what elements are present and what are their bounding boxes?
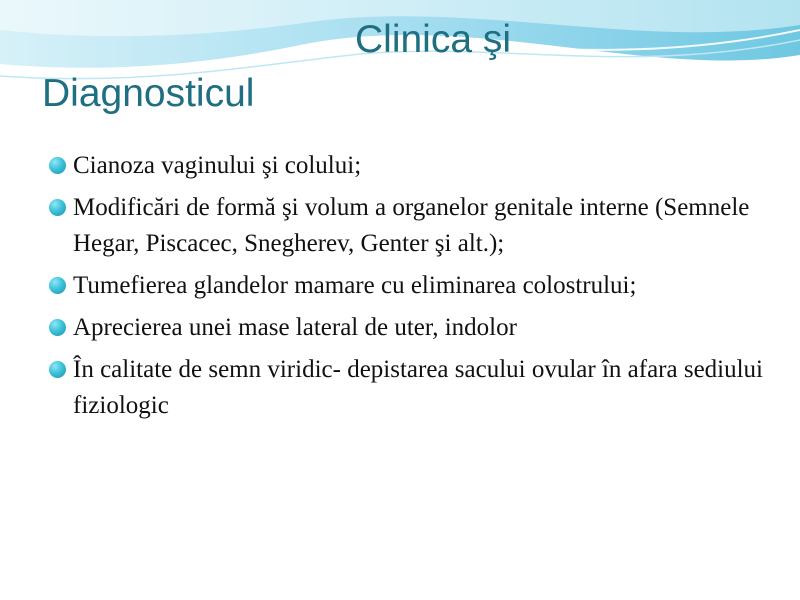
bullet-dot-icon: [49, 361, 66, 378]
bullet-dot-icon: [49, 199, 66, 216]
bullet-dot-icon: [49, 157, 66, 174]
bullet-text: Aprecierea unei mase lateral de uter, indolor: [73, 314, 517, 341]
bullet-list: [44, 148, 764, 430]
slide-title-line-1: Clinica şi: [355, 18, 512, 61]
bullet-item: [44, 148, 764, 184]
bullet-text: Tumefierea glandelor mamare cu eliminarea colostrului;: [73, 272, 637, 299]
bullet-text: În calitate de semn viridic- depistarea sacului ovular în afara sediului fiziologic: [73, 356, 764, 419]
bullet-item: [44, 190, 764, 262]
bullet-dot-icon: [49, 277, 66, 294]
bullet-dot-icon: [49, 319, 66, 336]
bullet-item: [44, 352, 764, 424]
bullet-text: Modificări de formă şi volum a organelor genitale interne (Semnele Hegar, Piscacec, Snegherev, Genter şi alt.);: [73, 194, 750, 257]
bullet-item: [44, 310, 764, 346]
slide-title-line-2: Diagnosticul: [42, 72, 255, 115]
bullet-text: Cianoza vaginului şi colului;: [73, 152, 362, 179]
bullet-item: [44, 268, 764, 304]
